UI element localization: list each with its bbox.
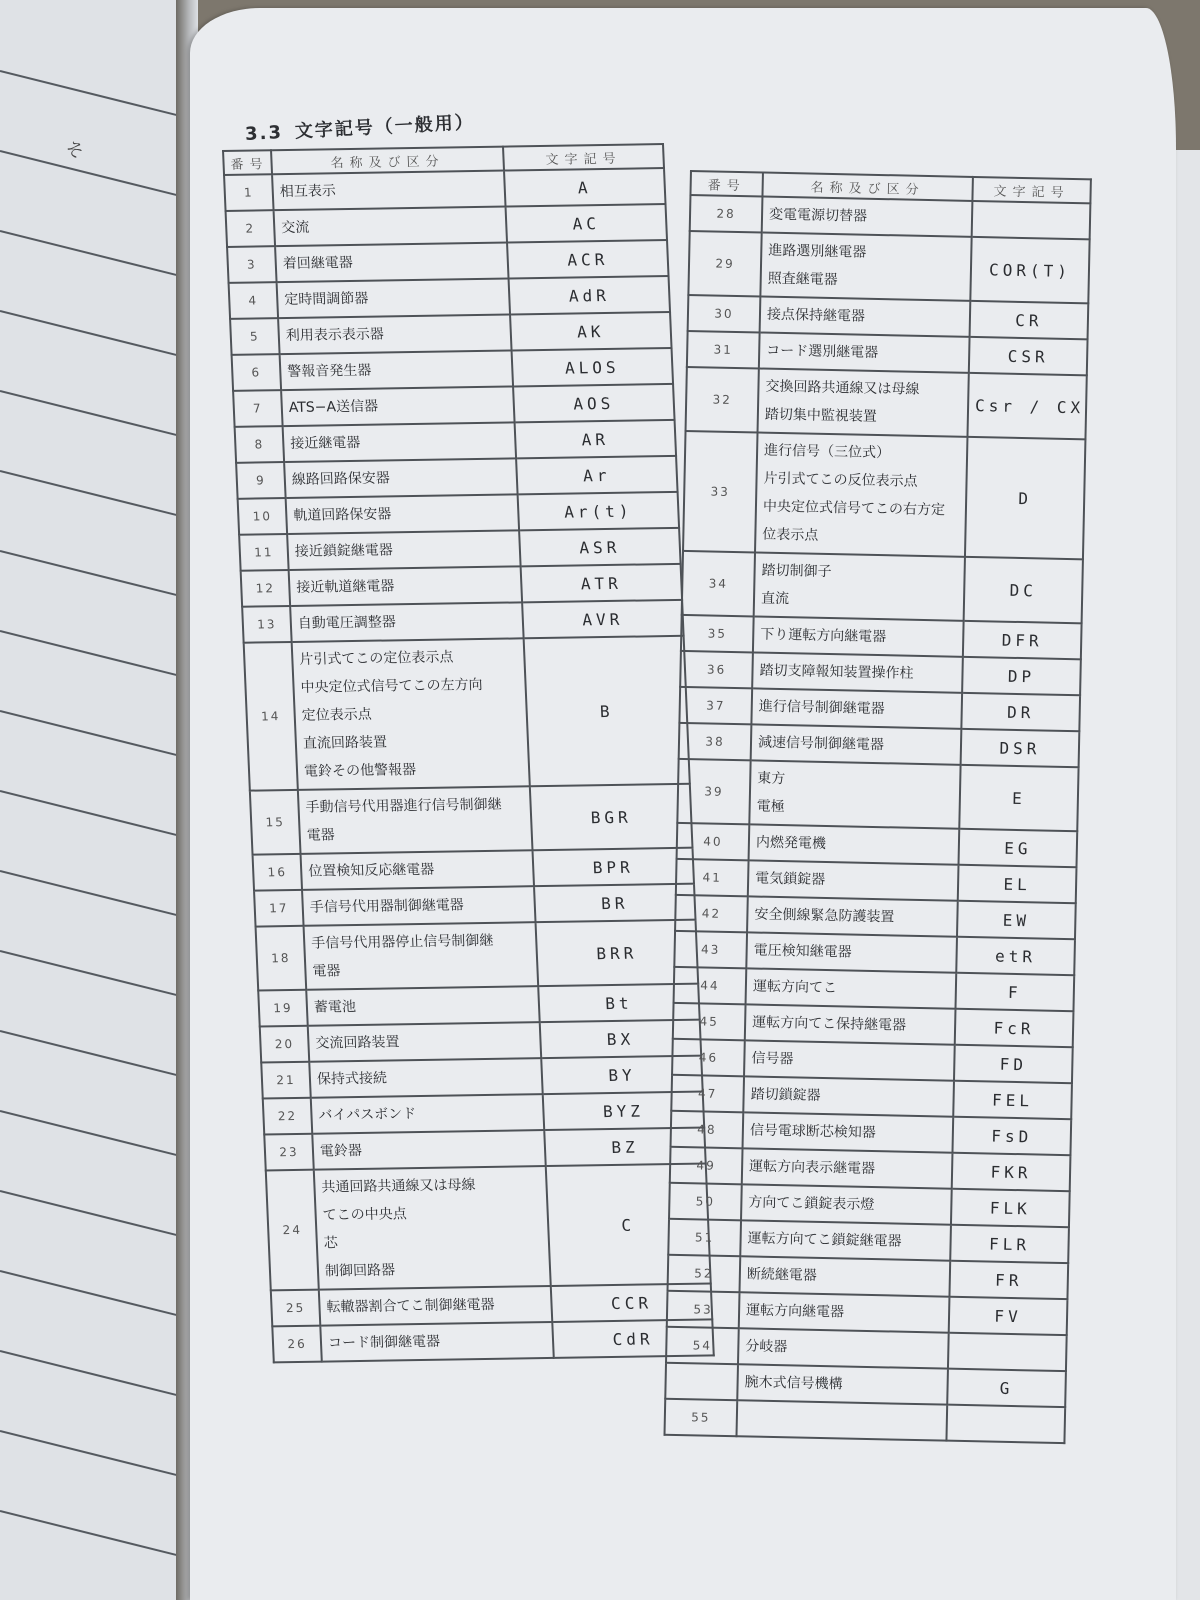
row-code: DP: [962, 657, 1081, 695]
name-line: 接近継電器: [290, 434, 361, 452]
row-name: [281, 386, 514, 426]
row-number: 7: [233, 390, 283, 427]
row-code: COR(T): [970, 237, 1089, 303]
row-number: 8: [235, 426, 285, 463]
name-line: 照査継電器: [767, 270, 838, 289]
name-line: 手信号代用器制御継電器: [309, 897, 465, 916]
row-number: 32: [686, 367, 759, 432]
row-code: BYZ: [543, 1092, 704, 1130]
table-row: [688, 231, 1089, 303]
row-number: 11: [239, 534, 289, 571]
row-number: 53: [667, 1291, 740, 1328]
page-mark: そ: [62, 137, 87, 164]
row-code: etR: [956, 937, 1075, 975]
name-line: ATS−A送信器: [288, 398, 379, 416]
name-line: 片引式てこの反位表示点: [763, 470, 918, 490]
row-name: [308, 1022, 541, 1062]
row-number: 18: [256, 926, 307, 991]
row-code: AC: [506, 204, 667, 242]
page-rule: [0, 230, 181, 278]
name-line: 踏切支障報知装置操作柱: [759, 662, 914, 682]
page-rule: [0, 1190, 181, 1238]
name-line: 電器: [312, 963, 341, 980]
row-code: FcR: [955, 1009, 1074, 1047]
row-name: [309, 1058, 542, 1098]
row-code: AVR: [522, 600, 683, 638]
name-line: コード制御継電器: [327, 1333, 441, 1352]
name-line: 踏切制御子: [761, 562, 832, 581]
name-line: 定時間調節器: [283, 290, 369, 309]
row-code: CCR: [551, 1283, 712, 1321]
row-name: [743, 1076, 954, 1116]
row-number: 33: [683, 431, 757, 552]
row-name: [320, 1322, 553, 1362]
row-code: FLK: [951, 1189, 1070, 1227]
page-rule: [0, 70, 181, 118]
table-row: [256, 920, 699, 991]
name-line: 踏切集中監視装置: [764, 406, 878, 425]
row-code: FEL: [953, 1081, 1072, 1119]
row-number: 38: [679, 723, 752, 760]
row-name: [762, 197, 973, 237]
row-name: [751, 688, 962, 728]
row-name: [736, 1400, 947, 1440]
row-code: ALOS: [512, 348, 673, 386]
row-number: 45: [673, 1003, 746, 1041]
row-number: 19: [258, 990, 308, 1027]
name-line: 線路回路保安器: [291, 470, 391, 488]
name-line: 信号電球断芯検知器: [749, 1122, 877, 1142]
row-number: 13: [242, 606, 292, 643]
row-number: 55: [665, 1399, 738, 1437]
row-code: E: [959, 765, 1078, 831]
page-rule: [0, 950, 181, 998]
name-line: 信号器: [751, 1050, 794, 1068]
row-name: [742, 1148, 953, 1188]
row-name: [760, 233, 971, 301]
page-rule: [0, 790, 181, 838]
row-code: D: [965, 437, 1085, 559]
name-line: 警報音発生器: [286, 362, 372, 380]
row-number: 31: [687, 331, 760, 368]
name-line: 方向てこ鎖錠表示燈: [748, 1194, 875, 1214]
name-line: 進路選別継電器: [768, 242, 867, 261]
table-row: [682, 551, 1083, 623]
row-name: [280, 350, 513, 390]
name-line: 直流回路装置: [302, 734, 388, 752]
row-name: [284, 458, 517, 498]
name-line: 電鈴器: [319, 1142, 363, 1160]
row-name: [312, 1130, 545, 1170]
name-line: 共通回路共通線又は母線: [321, 1177, 476, 1196]
page-rule: [0, 390, 181, 438]
row-name: [737, 1364, 948, 1404]
row-name: [760, 297, 971, 337]
name-line: 中央定位式信号てこの左方向: [300, 676, 483, 696]
name-line: 下り運転方向継電器: [760, 626, 887, 646]
name-line: 軌道回路保安器: [293, 506, 392, 524]
name-line: 運転方向てこ保持継電器: [751, 1014, 907, 1034]
row-name: [749, 824, 960, 864]
row-name: [304, 922, 539, 990]
name-line: 運転方向継電器: [745, 1302, 845, 1321]
row-number: 39: [677, 759, 750, 824]
row-number: 2: [226, 210, 276, 247]
row-name: [747, 896, 958, 936]
table-row: [677, 759, 1078, 831]
header-no: 番号: [690, 171, 762, 197]
row-number: 46: [672, 1039, 745, 1077]
row-number: 48: [671, 1111, 744, 1149]
row-code: DC: [964, 557, 1083, 623]
name-line: 手動信号代用器進行信号制御継: [305, 796, 502, 816]
row-number: 52: [668, 1255, 741, 1293]
row-code: AK: [510, 312, 671, 350]
row-code: Ar: [516, 456, 677, 494]
table-row: [665, 1399, 1066, 1443]
table-row: [272, 1319, 713, 1362]
page-rule: [0, 1030, 181, 1078]
page-rule: [0, 1270, 181, 1318]
row-code: FR: [949, 1261, 1068, 1299]
row-code: EL: [958, 865, 1077, 903]
name-line: 運転方向てこ鎖錠継電器: [747, 1230, 902, 1250]
row-code: ATR: [521, 564, 682, 602]
header-no: 番号: [223, 150, 272, 175]
row-number: 17: [254, 890, 304, 927]
row-name: [738, 1328, 949, 1368]
row-name: [306, 986, 539, 1026]
row-code: AdR: [509, 276, 670, 314]
row-name: [752, 652, 963, 692]
name-line: 進行信号（三位式）: [763, 442, 891, 462]
symbol-table-right: [663, 170, 1091, 1444]
table-row: [266, 1164, 711, 1291]
name-line: 進行信号制御継電器: [758, 698, 885, 718]
name-line: 定位表示点: [301, 706, 373, 724]
row-name: [753, 616, 964, 656]
row-code: FsD: [952, 1117, 1071, 1155]
row-code: BPR: [532, 848, 693, 886]
page-rule: [0, 150, 181, 198]
row-number: 3: [227, 246, 277, 283]
name-line: 安全側線緊急防護装置: [754, 906, 895, 926]
row-code: FV: [949, 1297, 1068, 1335]
name-line: 交換回路共通線又は母線: [765, 378, 920, 398]
name-line: 電圧検知継電器: [753, 942, 852, 961]
row-number: 23: [264, 1134, 314, 1171]
name-line: 転轍器割合てこ制御継電器: [326, 1296, 495, 1316]
row-name: [278, 314, 511, 354]
row-code: ASR: [519, 528, 680, 566]
row-code: BR: [534, 884, 695, 922]
row-name: [287, 530, 520, 570]
section-number: 3.3: [244, 122, 284, 145]
table-row: [244, 636, 690, 791]
name-line: バイパスボンド: [318, 1106, 417, 1124]
row-number: 54: [666, 1327, 739, 1365]
name-line: 分岐器: [745, 1338, 788, 1356]
row-code: BZ: [544, 1128, 705, 1166]
name-line: 中央定位式信号てこの右方定: [762, 498, 946, 519]
row-number: 42: [675, 895, 748, 932]
name-line: 運転方向てこ: [752, 978, 838, 997]
name-line: 着回継電器: [282, 254, 354, 273]
row-number: 1: [224, 174, 274, 211]
row-number: 49: [670, 1147, 743, 1185]
row-name: [739, 1292, 950, 1332]
name-line: 電気鎖錠器: [755, 870, 826, 888]
row-number: 30: [688, 295, 761, 332]
row-name: [298, 786, 533, 854]
row-number: 20: [260, 1026, 310, 1063]
row-name: [740, 1220, 951, 1260]
row-name: [292, 638, 530, 790]
row-name: [283, 422, 516, 462]
name-line: 交流: [280, 219, 310, 237]
name-line: 腕木式信号機構: [744, 1374, 843, 1393]
row-name: [744, 1040, 955, 1080]
row-number: 24: [266, 1170, 319, 1291]
row-name: [272, 171, 505, 211]
header-code: 文字記号: [972, 177, 1090, 203]
page-rule: [0, 470, 181, 518]
row-name: [274, 207, 507, 247]
header-code: 文字記号: [503, 144, 664, 171]
row-name: [314, 1166, 551, 1290]
row-code: CR: [970, 301, 1089, 339]
row-name: [748, 860, 959, 900]
table-row: [683, 431, 1085, 559]
row-name: [290, 602, 523, 642]
name-line: 交流回路装置: [315, 1034, 400, 1052]
row-name: [754, 552, 965, 620]
row-name: [311, 1094, 544, 1134]
row-number: 21: [261, 1062, 311, 1099]
row-code: AR: [515, 420, 676, 458]
name-line: 東方: [757, 770, 786, 788]
row-number: 35: [681, 615, 754, 652]
row-code: BRR: [536, 920, 699, 986]
name-line: 相互表示: [279, 183, 337, 201]
page-rule: [0, 1110, 181, 1158]
row-number: [665, 1363, 738, 1401]
name-line: 断続継電器: [746, 1266, 818, 1284]
row-code: ACR: [507, 240, 668, 278]
row-code: F: [955, 973, 1074, 1011]
row-name: [755, 432, 967, 556]
row-number: 28: [690, 195, 763, 232]
name-line: 接近鎖錠継電器: [294, 542, 394, 560]
row-name: [740, 1256, 951, 1296]
row-name: [286, 494, 519, 534]
row-name: [319, 1286, 552, 1326]
row-number: 36: [680, 651, 753, 688]
row-name: [746, 932, 957, 972]
row-name: [275, 243, 508, 283]
header-name: 名称及び区分: [271, 147, 504, 175]
row-code: BY: [541, 1056, 702, 1094]
page-rule: [0, 1430, 181, 1478]
name-line: 制御回路器: [324, 1262, 396, 1280]
row-code: [972, 201, 1091, 239]
row-number: 4: [229, 282, 279, 319]
table-row: [250, 784, 693, 855]
row-code: CdR: [552, 1319, 713, 1357]
name-line: 位置検知反応継電器: [307, 861, 435, 880]
row-number: 25: [271, 1290, 321, 1327]
row-number: 41: [676, 859, 749, 897]
row-name: [758, 368, 969, 436]
page-rule: [0, 310, 181, 358]
row-number: 10: [238, 498, 288, 535]
row-name: [759, 332, 970, 372]
section-title-text: 文字記号（一般用）: [294, 111, 476, 143]
row-number: 50: [669, 1183, 742, 1220]
name-line: 減速信号制御継電器: [757, 734, 885, 754]
name-line: 利用表示表示器: [285, 326, 385, 345]
row-number: 12: [241, 570, 291, 607]
page-rule: [0, 710, 181, 758]
page-rule: [0, 550, 181, 598]
row-code: DSR: [961, 729, 1080, 767]
header-name: 名称及び区分: [762, 173, 972, 201]
row-name: [741, 1184, 952, 1224]
row-name: [301, 850, 534, 890]
row-code: FKR: [952, 1153, 1071, 1191]
page-rule: [0, 630, 181, 678]
row-number: 47: [671, 1075, 744, 1112]
row-number: 34: [682, 551, 755, 616]
symbol-table-left: [222, 143, 715, 1363]
row-code: EW: [957, 901, 1076, 939]
name-line: 自動電圧調整器: [297, 614, 397, 632]
row-name: [277, 279, 510, 319]
row-number: 40: [677, 823, 750, 860]
row-code: DR: [961, 693, 1080, 731]
name-line: 変電電源切替器: [768, 206, 868, 225]
name-line: コード選別継電器: [766, 342, 879, 361]
row-code: G: [947, 1369, 1066, 1407]
name-line: 接点保持継電器: [766, 306, 866, 325]
row-number: 29: [688, 231, 761, 296]
name-line: 電極: [756, 798, 785, 816]
row-name: [746, 968, 957, 1008]
name-line: 内燃発電機: [755, 834, 827, 852]
row-number: 14: [244, 642, 298, 791]
name-line: 電鈴その他警報器: [303, 762, 417, 780]
facing-page: [0, 0, 181, 1600]
name-line: 接近軌道継電器: [296, 578, 395, 596]
name-line: 位表示点: [762, 526, 819, 544]
row-name: [743, 1112, 954, 1152]
row-name: [302, 886, 535, 926]
row-code: C: [546, 1164, 711, 1286]
name-line: 手信号代用器停止信号制御継: [310, 932, 494, 952]
row-number: 16: [253, 854, 303, 891]
row-number: 6: [232, 354, 282, 391]
name-line: 保持式接続: [316, 1070, 388, 1088]
name-line: 芯: [323, 1235, 339, 1252]
row-number: 26: [272, 1326, 322, 1363]
row-number: 43: [674, 931, 747, 968]
name-line: 片引式てこの定位表示点: [299, 649, 454, 668]
row-number: 44: [674, 967, 747, 1005]
name-line: 踏切鎖錠器: [750, 1086, 821, 1104]
name-line: 蓄電池: [313, 999, 357, 1016]
row-code: [946, 1405, 1065, 1443]
row-code: Ar(t): [518, 492, 679, 530]
page-rule: [0, 870, 181, 918]
table-row: [686, 367, 1087, 439]
row-number: 51: [668, 1219, 741, 1257]
name-line: 運転方向表示継電器: [748, 1158, 876, 1178]
page-rule: [0, 1350, 181, 1398]
page-rule: [0, 1510, 181, 1558]
row-code: Bt: [538, 984, 699, 1022]
row-number: 22: [263, 1098, 313, 1135]
row-code: EG: [959, 829, 1078, 867]
row-code: [948, 1333, 1067, 1371]
row-name: [751, 724, 962, 764]
row-code: AOS: [513, 384, 674, 422]
row-number: 9: [236, 462, 286, 499]
row-code: DFR: [963, 621, 1082, 659]
name-line: てこの中央点: [322, 1206, 408, 1224]
row-code: Csr / CX: [967, 373, 1086, 439]
row-name: [749, 760, 960, 828]
name-line: 電器: [306, 827, 336, 844]
name-line: 直流: [760, 590, 790, 608]
row-code: BGR: [530, 784, 693, 850]
row-code: FLR: [950, 1225, 1069, 1263]
row-name: [745, 1004, 956, 1044]
name-line: [744, 1418, 940, 1422]
row-name: [289, 566, 522, 606]
row-code: BX: [540, 1020, 701, 1058]
row-number: 5: [230, 318, 280, 355]
row-number: 37: [679, 687, 752, 725]
row-code: FD: [954, 1045, 1073, 1083]
row-code: A: [504, 168, 665, 206]
row-code: B: [524, 636, 690, 786]
row-number: 15: [250, 790, 301, 855]
row-code: CSR: [969, 337, 1088, 375]
